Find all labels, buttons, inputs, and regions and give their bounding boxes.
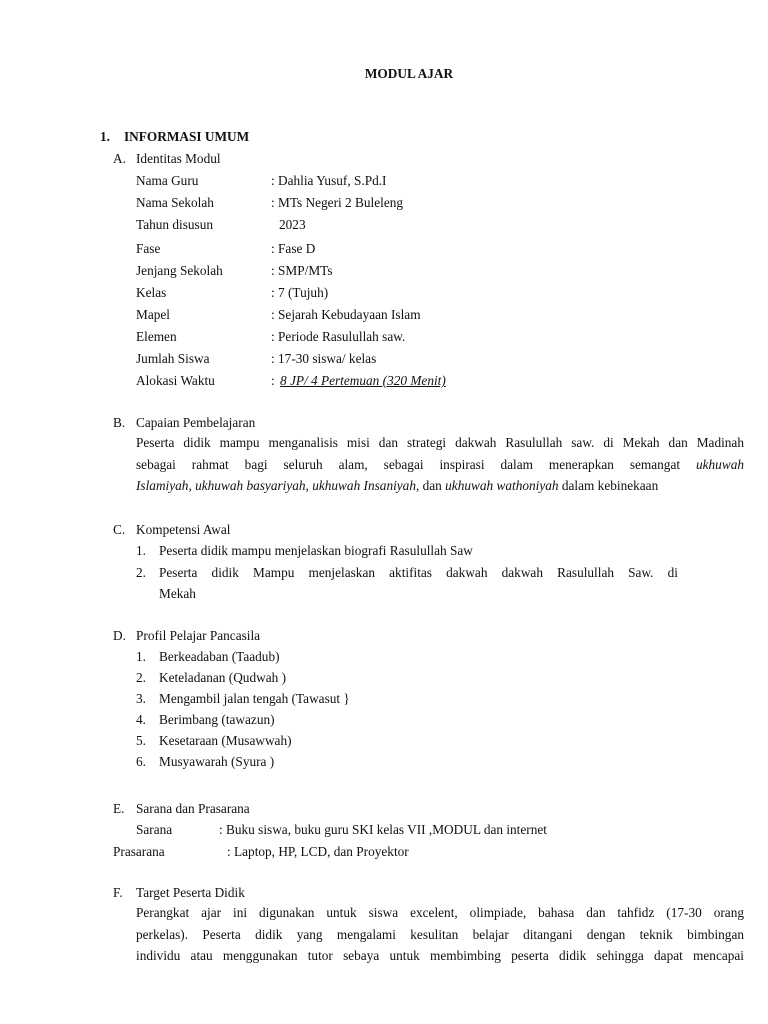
identity-value-colon: : (271, 373, 275, 388)
subsection-heading: Identitas Modul (136, 151, 221, 166)
identity-value: : SMP/MTs (271, 263, 333, 278)
identity-label: Mapel (136, 307, 170, 322)
list-number: 1. (136, 649, 146, 664)
identity-label: Fase (136, 241, 161, 256)
infrastructure-value: : Laptop, HP, LCD, dan Proyektor (227, 844, 409, 859)
list-number: 5. (136, 733, 146, 748)
paragraph-line: sebagai rahmat bagi seluruh alam, sebagai inspirasi dalam menerapkan semangat ukhuwah (136, 456, 744, 472)
subsection-heading: Kompetensi Awal (136, 522, 231, 537)
subsection-letter: F. (113, 885, 123, 900)
facility-label: Sarana (136, 822, 173, 837)
allocation-time-value: 8 JP/ 4 Pertemuan (320 Menit) (280, 373, 446, 388)
subsection-letter: E. (113, 801, 125, 816)
identity-label: Nama Guru (136, 173, 199, 188)
identity-value: : 7 (Tujuh) (271, 285, 329, 300)
identity-value: : Periode Rasulullah saw. (271, 329, 406, 344)
list-number: 2. (136, 670, 146, 685)
paragraph-line: perkelas). Peserta didik yang mengalami kesulitan belajar ditangani dengan teknik bimbingan (136, 926, 744, 942)
list-item-continued: Mekah (159, 586, 196, 601)
list-item: Keteladanan (Qudwah ) (159, 670, 287, 685)
infrastructure-label: Prasarana (113, 844, 165, 859)
document-title: MODUL AJAR (364, 66, 454, 81)
identity-label: Kelas (136, 285, 167, 300)
identity-value: : 17-30 siswa/ kelas (271, 351, 377, 366)
subsection-letter: D. (113, 628, 126, 643)
subsection-heading: Capaian Pembelajaran (136, 415, 256, 430)
list-number: 1. (136, 543, 146, 558)
identity-label: Jumlah Siswa (136, 351, 210, 366)
paragraph-line: individu atau menggunakan tutor sebaya untuk membimbing peserta didik sehingga dapat mencapai (136, 948, 744, 963)
list-item: Mengambil jalan tengah (Tawasut } (159, 691, 350, 706)
subsection-letter: B. (113, 415, 126, 430)
list-number: 3. (136, 691, 146, 706)
section-heading: INFORMASI UMUM (124, 129, 250, 144)
identity-label: Alokasi Waktu (136, 373, 215, 388)
learning-outcome-paragraph (136, 432, 744, 497)
identity-value: : Dahlia Yusuf, S.Pd.I (271, 173, 387, 188)
subsection-heading: Profil Pelajar Pancasila (136, 628, 261, 643)
list-number: 6. (136, 754, 146, 769)
subsection-letter: C. (113, 522, 126, 537)
list-item: Berimbang (tawazun) (159, 712, 275, 727)
list-item: Musyawarah (Syura ) (159, 754, 275, 769)
list-number: 2. (136, 565, 146, 580)
list-number: 4. (136, 712, 146, 727)
identity-label: Jenjang Sekolah (136, 263, 223, 278)
facility-value: : Buku siswa, buku guru SKI kelas VII ,MODUL dan internet (219, 822, 547, 837)
identity-value: 2023 (279, 217, 306, 232)
paragraph-line: Islamiyah, ukhuwah basyariyah, ukhuwah Insaniyah, dan ukhuwah wathoniyah dalam kebinekaan (136, 478, 659, 493)
paragraph-line: Peserta didik mampu menganalisis misi dan strategi dakwah Rasulullah saw. di Mekah dan Madinah (136, 435, 744, 450)
list-item: Peserta didik mampu menjelaskan biografi Rasulullah Saw (159, 543, 473, 558)
list-item: Berkeadaban (Taadub) (159, 649, 280, 664)
list-item: Peserta didik Mampu menjelaskan aktifitas dakwah dakwah Rasulullah Saw. di (159, 565, 678, 580)
paragraph-line: Perangkat ajar ini digunakan untuk siswa excelent, olimpiade, bahasa dan tahfidz (17-30 orang (136, 905, 744, 920)
identity-value: : MTs Negeri 2 Buleleng (271, 195, 404, 210)
subsection-letter: A. (113, 151, 126, 166)
target-students-paragraph (136, 902, 744, 967)
section-number: 1. (100, 129, 110, 144)
identity-value: : Sejarah Kebudayaan Islam (271, 307, 421, 322)
identity-label: Nama Sekolah (136, 195, 214, 210)
identity-label: Tahun disusun (136, 217, 214, 232)
subsection-heading: Target Peserta Didik (136, 885, 245, 900)
identity-label: Elemen (136, 329, 177, 344)
subsection-heading: Sarana dan Prasarana (136, 801, 250, 816)
identity-value: : Fase D (271, 241, 316, 256)
list-item: Kesetaraan (Musawwah) (159, 733, 292, 748)
